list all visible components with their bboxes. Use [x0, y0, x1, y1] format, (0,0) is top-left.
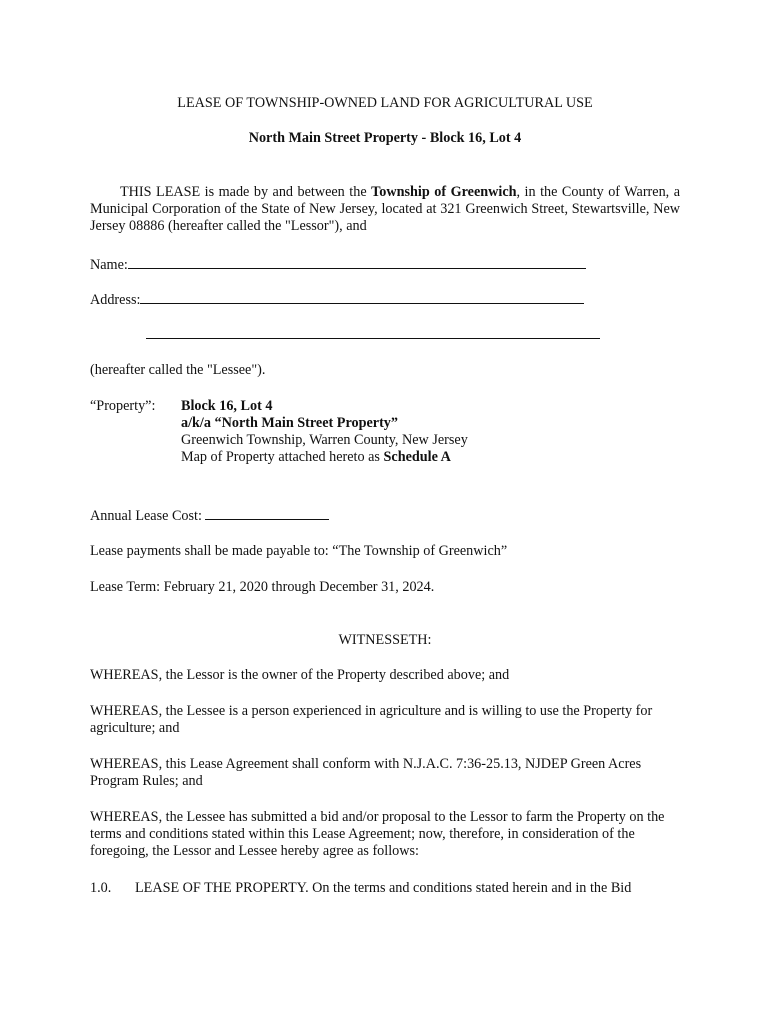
lease-term: Lease Term: February 21, 2020 through December 31, 2024. — [90, 579, 435, 595]
document-title: LEASE OF TOWNSHIP-OWNED LAND FOR AGRICULTURAL USE — [177, 95, 593, 111]
property-map-text: Map of Property attached hereto as — [181, 449, 384, 465]
subtitle-text: North Main Street Property - Block 16, Lot 4 — [248, 130, 522, 146]
address-line — [90, 291, 584, 309]
property-block-lot: Block 16, Lot 4 — [181, 398, 273, 414]
whereas-4: WHEREAS, the Lessee has submitted a bid and/or proposal to the Lessor to farm the Property on the terms and conditions stated within this Lease Agreement; now, therefore, in consideration of the foregoing, the Lessor and Lessee hereby agree as follows: — [90, 809, 665, 859]
section-1-text: LEASE OF THE PROPERTY. On the terms and conditions stated herein and in the Bid — [135, 880, 632, 896]
whereas-3: WHEREAS, this Lease Agreement shall conform with N.J.A.C. 7:36-25.13, NJDEP Green Acres Program Rules; and — [90, 756, 642, 789]
annual-lease-cost-line — [90, 507, 329, 525]
address-blank[interactable] — [140, 291, 584, 304]
property-label: “Property”: — [90, 398, 156, 414]
lessee-clause: (hereafter called the "Lessee"). — [90, 362, 266, 378]
intro-part1: THIS LEASE is made by and between the — [120, 184, 372, 200]
name-blank[interactable] — [128, 256, 586, 269]
whereas-2: WHEREAS, the Lessee is a person experienced in agriculture and is willing to use the Property for agriculture; and — [90, 703, 653, 736]
property-line-2 — [181, 415, 468, 432]
document-subtitle — [0, 130, 770, 147]
property-line-4 — [181, 449, 468, 466]
property-line-3: Greenwich Township, Warren County, New Jersey — [181, 432, 468, 448]
name-label: Name: — [90, 257, 128, 273]
property-aka: a/k/a “North Main Street Property” — [181, 415, 398, 431]
whereas-1: WHEREAS, the Lessor is the owner of the Property described above; and — [90, 667, 510, 683]
schedule-a: Schedule A — [383, 449, 451, 465]
section-1-number: 1.0. — [90, 880, 112, 896]
address-line-2 — [146, 326, 600, 344]
property-line-1 — [181, 398, 468, 415]
intro-paragraph — [90, 184, 680, 235]
witnesseth-heading: WITNESSETH: — [338, 632, 432, 648]
address-blank-2[interactable] — [146, 326, 600, 339]
property-details — [181, 398, 468, 466]
annual-lease-cost-label: Annual Lease Cost: — [90, 508, 202, 524]
lessor-name: Township of Greenwich — [371, 184, 517, 200]
address-label: Address: — [90, 292, 141, 308]
intro-part2: , in the County of Warren, a Municipal Corporation of the State of New Jersey, located at 321 Greenwich Street, Stewartsville, New Jersey 08886 (hereafter called the "Lessor"), and — [90, 184, 681, 234]
payments-text: Lease payments shall be made payable to: “The Township of Greenwich” — [90, 543, 508, 559]
annual-lease-cost-blank[interactable] — [205, 507, 329, 520]
name-line — [90, 256, 586, 274]
